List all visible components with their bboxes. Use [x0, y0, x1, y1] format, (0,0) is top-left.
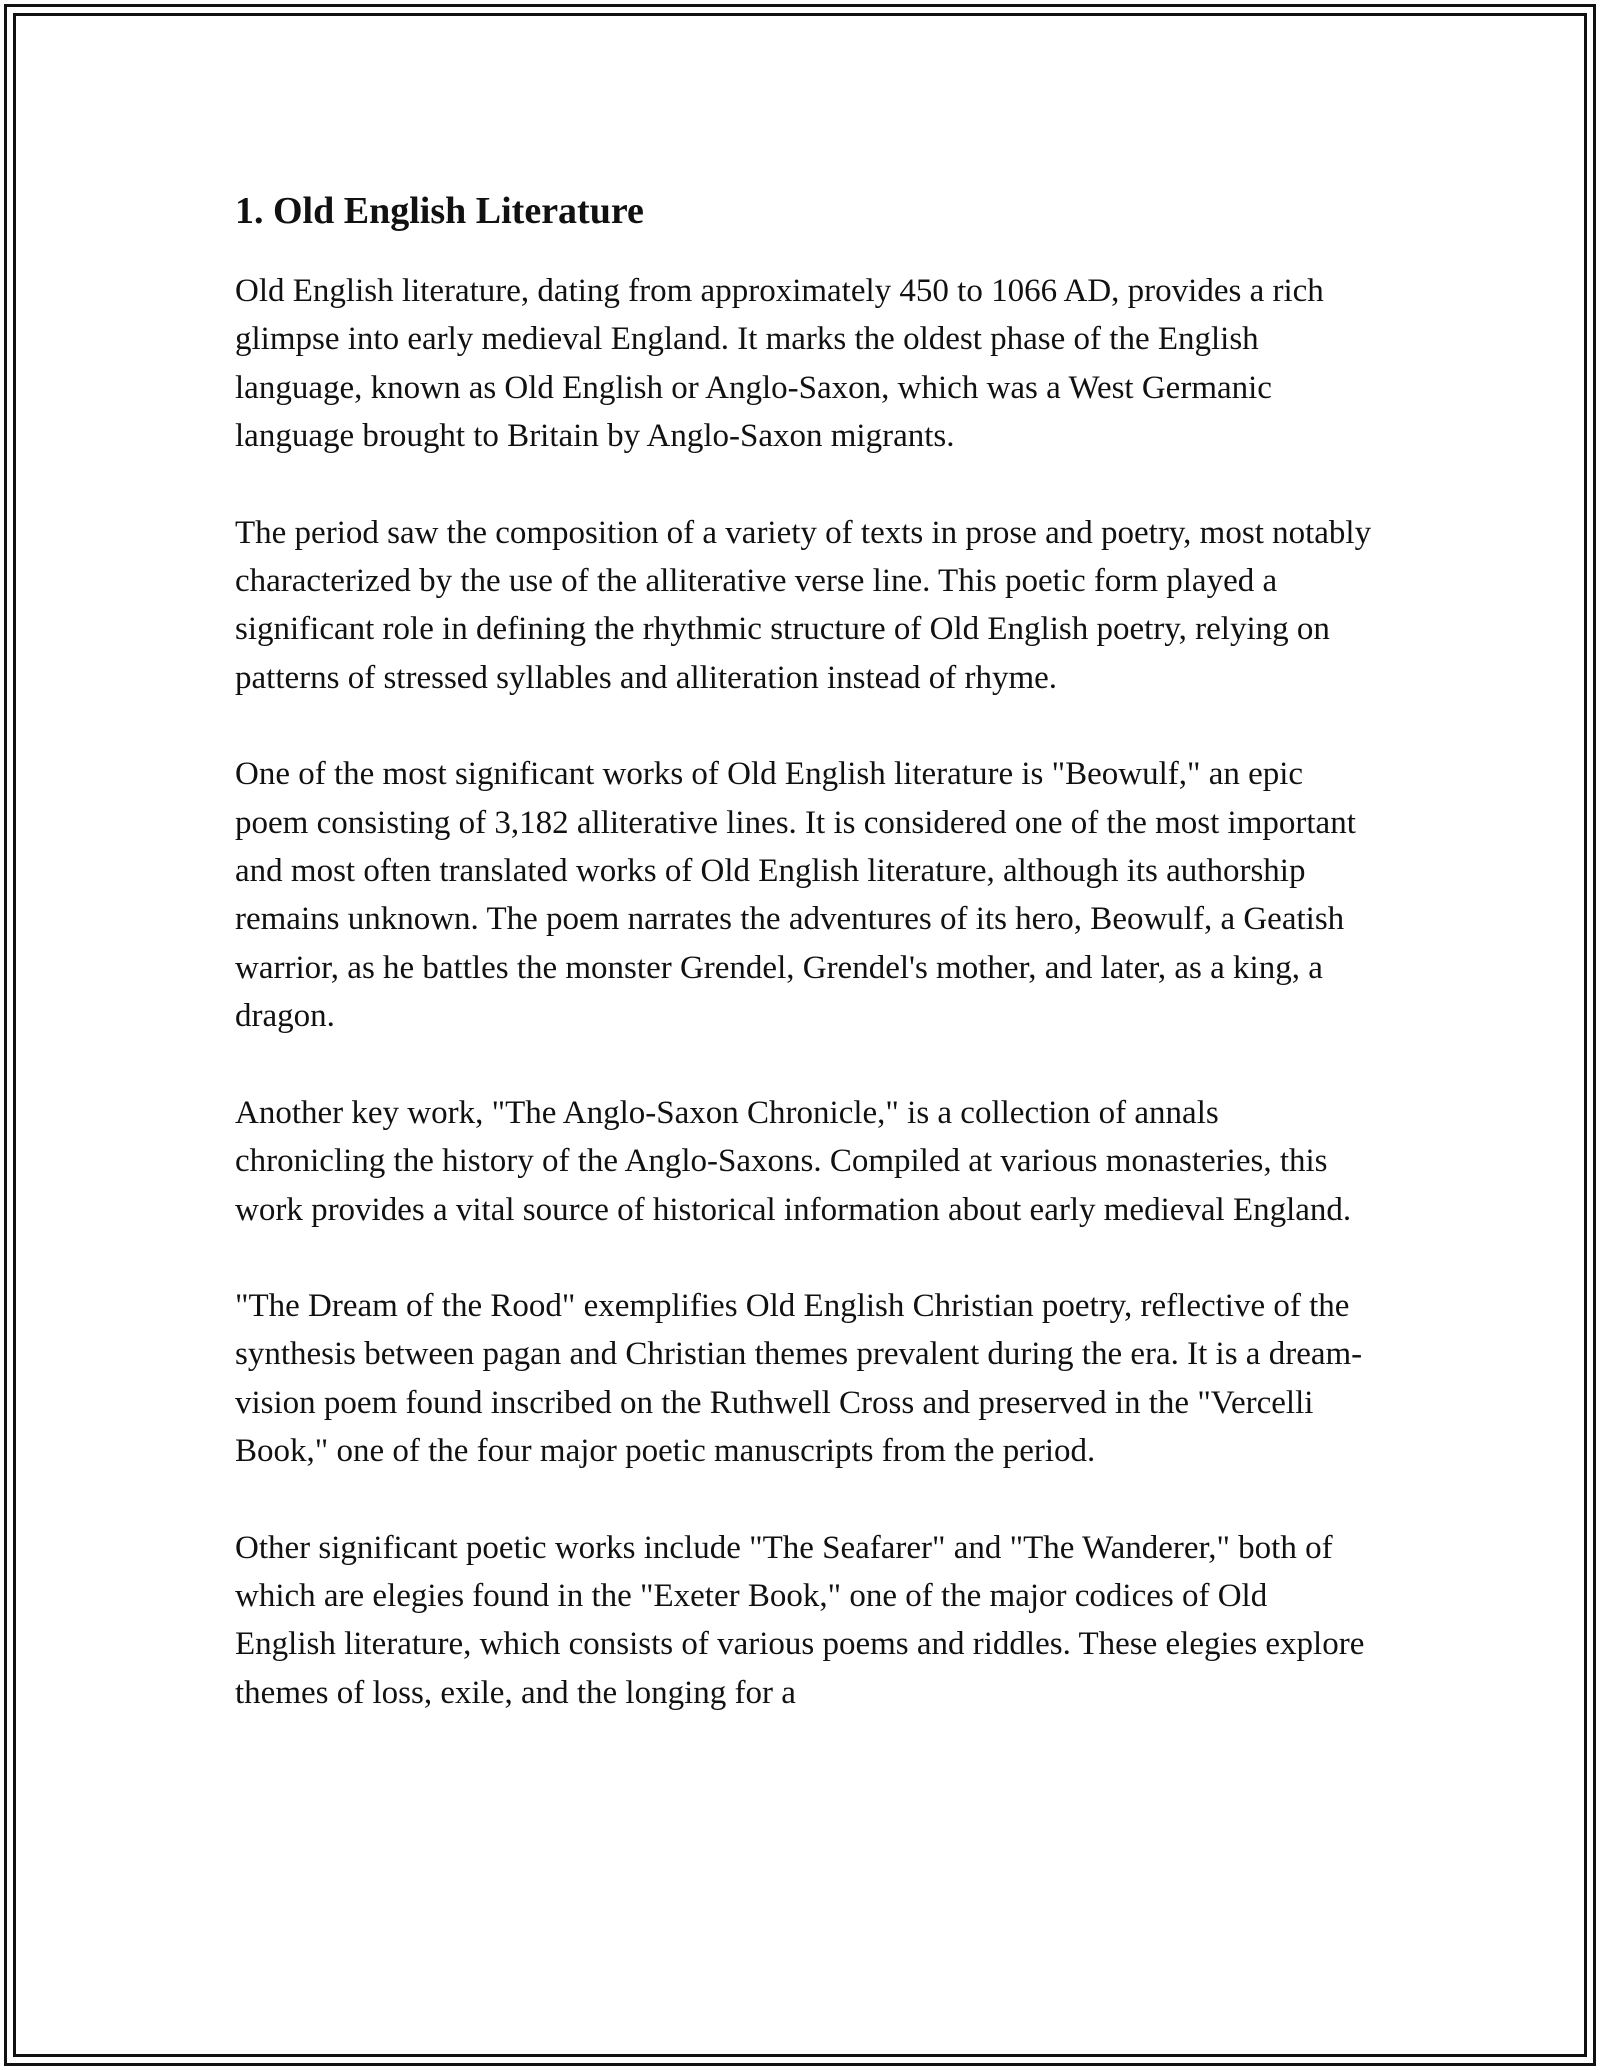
document-body	[235, 185, 1375, 1765]
paragraph-anglo-saxon-chronicle: Another key work, "The Anglo-Saxon Chronicle," is a collection of annals chronicling the history of the Anglo-Saxons. Compiled at various monasteries, this work provides a vital source of historical information about early medieval England.	[235, 1094, 1352, 1228]
paragraph-dream-of-the-rood: "The Dream of the Rood" exemplifies Old English Christian poetry, reflective of the synthesis between pagan and Christian themes prevalent during the era. It is a dream-vision poem found inscribed on the Ruthwell Cross and preserved in the "Vercelli Book," one of the four major poetic manuscripts from the period.	[235, 1287, 1363, 1470]
section-heading: 1. Old English Literature	[235, 190, 644, 232]
paragraph-alliterative-verse: The period saw the composition of a variety of texts in prose and poetry, most notably characterized by the use of the alliterative verse line. This poetic form played a significant role in defining the rhythmic structure of Old English poetry, relying on patterns of stressed syllables and alliteration instead of rhyme.	[235, 514, 1372, 696]
paragraph-intro: Old English literature, dating from approximately 450 to 1066 AD, provides a rich glimpse into early medieval England. It marks the oldest phase of the English language, known as Old English or Anglo-Saxon, which was a West Germanic language brought to Britain by Anglo-Saxon migrants.	[235, 273, 1324, 455]
paragraph-beowulf: One of the most significant works of Old English literature is "Beowulf," an epic poem consisting of 3,182 alliterative lines. It is considered one of the most important and most often translated works of Old English literature, although its authorship remains unknown. The poem narrates the adventures of its hero, Beowulf, a Geatish warrior, as he battles the monster Grendel, Grendel's mother, and later, as a king, a dragon.	[235, 756, 1356, 1035]
paragraph-elegies: Other significant poetic works include "The Seafarer" and "The Wanderer," both of which are elegies found in the "Exeter Book," one of the major codices of Old English literature, which consists of various poems and riddles. These elegies explore themes of loss, exile, and the longing for a	[235, 1529, 1365, 1711]
